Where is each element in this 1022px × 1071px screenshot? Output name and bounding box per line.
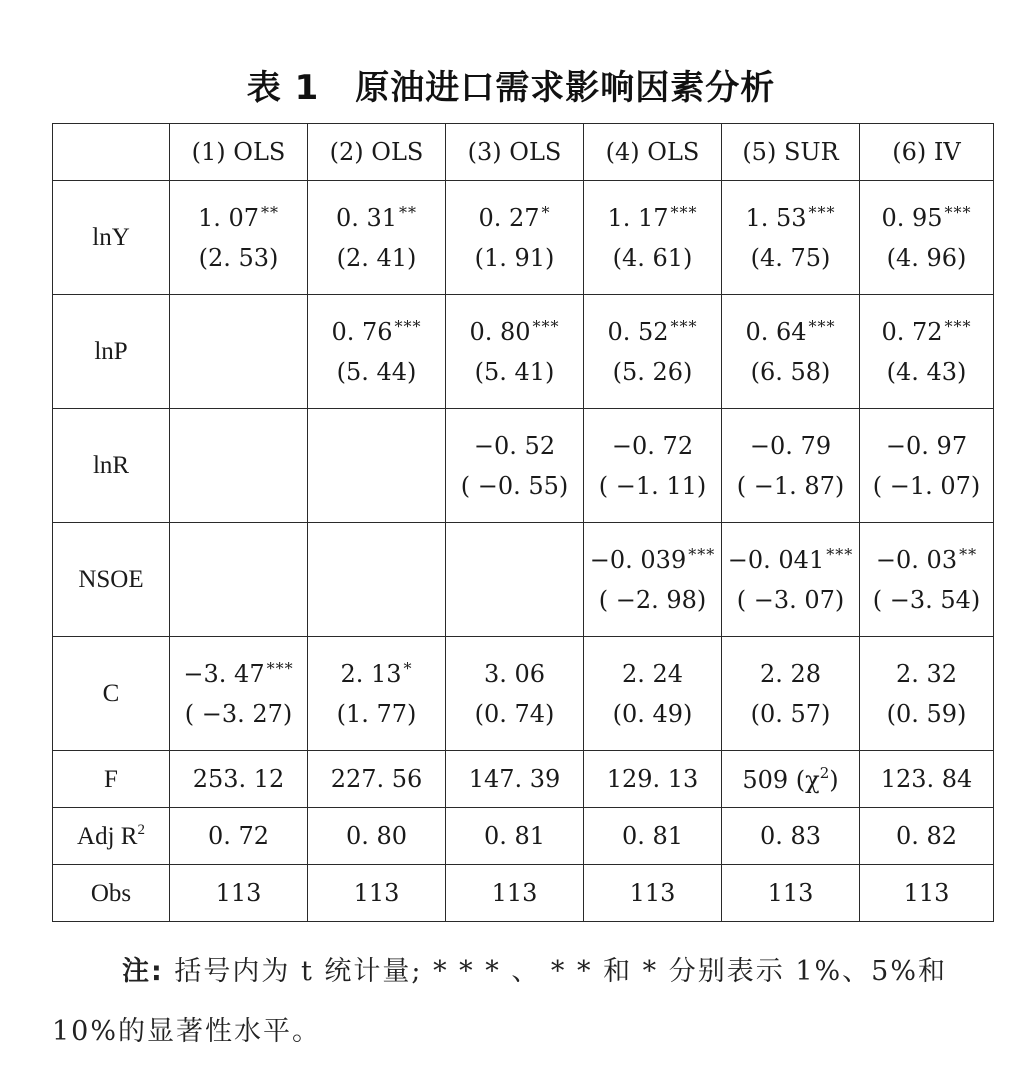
table-row-lnP — [53, 295, 994, 409]
row-label: C — [53, 637, 170, 751]
table-row-lnR — [53, 409, 994, 523]
table-cell — [722, 295, 860, 409]
table-cell: 113 — [446, 865, 584, 922]
t-statistic: (0. 49) — [612, 699, 693, 728]
t-statistic: ( −3. 07) — [736, 586, 845, 614]
table-row-adj-r2 — [53, 808, 994, 865]
table-cell: 0. 72 — [170, 808, 308, 865]
table-cell — [860, 523, 994, 637]
chi-square-superscript: 2 — [819, 764, 830, 782]
significance-stars: *** — [670, 203, 698, 222]
significance-stars: ** — [399, 203, 418, 222]
regression-table — [52, 123, 994, 922]
significance-stars: * — [403, 659, 413, 678]
column-header: (2) OLS — [308, 124, 446, 181]
column-header: (5) SUR — [722, 124, 860, 181]
t-statistic: ( −3. 54) — [872, 586, 981, 614]
row-label-text: Adj R — [77, 823, 138, 850]
table-cell — [722, 409, 860, 523]
row-label: Obs — [53, 865, 170, 922]
column-header: (3) OLS — [446, 124, 584, 181]
significance-stars: *** — [670, 317, 698, 336]
table-cell — [722, 523, 860, 637]
table-cell: 113 — [584, 865, 722, 922]
table-cell — [860, 181, 994, 295]
table-cell — [584, 181, 722, 295]
coefficient: 2. 32 — [895, 659, 958, 688]
table-cell: 0. 81 — [584, 808, 722, 865]
table-cell: 0. 80 — [308, 808, 446, 865]
t-statistic: (5. 41) — [474, 358, 555, 386]
row-label: F — [53, 751, 170, 808]
coefficient: 3. 06 — [483, 659, 546, 688]
table-cell: 147. 39 — [446, 751, 584, 808]
t-statistic: ( −1. 87) — [736, 471, 845, 500]
table-cell — [584, 523, 722, 637]
significance-stars: *** — [826, 545, 854, 564]
f-value-chi: 509 (χ — [742, 766, 820, 794]
table-cell — [446, 181, 584, 295]
table-cell: 0. 82 — [860, 808, 994, 865]
table-cell — [308, 181, 446, 295]
table-row-obs — [53, 865, 994, 922]
coefficient: −0. 03 — [875, 546, 958, 574]
coefficient: 0. 72 — [881, 318, 943, 346]
coefficient: 1. 07 — [197, 204, 260, 232]
table-cell — [170, 181, 308, 295]
t-statistic: (0. 74) — [474, 699, 555, 728]
coefficient: −0. 52 — [473, 431, 556, 460]
t-statistic: ( −1. 11) — [598, 471, 707, 500]
significance-stars: *** — [688, 545, 716, 564]
table-cell — [446, 409, 584, 523]
row-label — [53, 808, 170, 865]
table-cell — [308, 295, 446, 409]
table-cell: 253. 12 — [170, 751, 308, 808]
note-text: 括号内为 t 统计量; * * * 、 * * 和 * 分别表示 1%、5%和 10%的显著性水平。 — [52, 956, 947, 1047]
column-header: (4) OLS — [584, 124, 722, 181]
table-cell — [722, 637, 860, 751]
t-statistic: (0. 57) — [750, 699, 831, 728]
table-cell — [860, 295, 994, 409]
t-statistic: (6. 58) — [750, 358, 831, 386]
coefficient: 0. 76 — [331, 318, 393, 346]
table-cell — [170, 523, 308, 637]
table-cell — [722, 181, 860, 295]
significance-stars: *** — [394, 317, 422, 336]
table-cell — [584, 637, 722, 751]
table-title — [0, 60, 1022, 109]
table-cell — [722, 751, 860, 808]
row-label: lnP — [53, 295, 170, 409]
column-header: (6) IV — [860, 124, 994, 181]
coefficient: 0. 64 — [745, 318, 807, 346]
r-squared-superscript: 2 — [137, 822, 145, 838]
chi-close-paren: ) — [829, 766, 839, 794]
t-statistic: ( −3. 27) — [184, 700, 293, 728]
significance-stars: *** — [808, 203, 836, 222]
significance-stars: *** — [808, 317, 836, 336]
t-statistic: ( −0. 55) — [460, 471, 569, 500]
table-cell — [308, 637, 446, 751]
table-note — [52, 942, 997, 1062]
table-row-C — [53, 637, 994, 751]
table-cell: 113 — [860, 865, 994, 922]
t-statistic: (4. 61) — [612, 244, 693, 272]
table-cell: 123. 84 — [860, 751, 994, 808]
t-statistic: (4. 75) — [750, 244, 831, 272]
significance-stars: *** — [944, 317, 972, 336]
significance-stars: *** — [532, 317, 560, 336]
coefficient: 0. 52 — [607, 318, 669, 346]
significance-stars: ** — [261, 203, 280, 222]
table-cell — [170, 637, 308, 751]
coefficient: 0. 31 — [335, 204, 398, 232]
t-statistic: (5. 26) — [612, 358, 693, 386]
table-cell: 113 — [308, 865, 446, 922]
coefficient: −0. 79 — [749, 431, 832, 460]
significance-stars: *** — [266, 659, 294, 678]
table-cell: 113 — [722, 865, 860, 922]
table-cell: 129. 13 — [584, 751, 722, 808]
coefficient: 2. 28 — [759, 659, 822, 688]
coefficient: 1. 53 — [745, 204, 807, 232]
table-row-lnY — [53, 181, 994, 295]
table-cell — [446, 295, 584, 409]
row-label: lnY — [53, 181, 170, 295]
t-statistic: ( −1. 07) — [872, 471, 981, 500]
coefficient: −0. 041 — [727, 546, 825, 574]
t-statistic: ( −2. 98) — [598, 586, 707, 614]
table-cell — [860, 637, 994, 751]
coefficient: 0. 95 — [881, 204, 943, 232]
t-statistic: (2. 41) — [336, 244, 417, 272]
table-number: 表 1 — [246, 68, 320, 108]
coefficient: −0. 97 — [885, 431, 968, 460]
row-label: NSOE — [53, 523, 170, 637]
t-statistic: (0. 59) — [886, 699, 967, 728]
coefficient: 2. 13 — [340, 660, 402, 688]
table-cell — [584, 295, 722, 409]
table-cell — [860, 409, 994, 523]
column-header: (1) OLS — [170, 124, 308, 181]
t-statistic: (2. 53) — [198, 244, 279, 272]
note-lead: 注: — [122, 956, 164, 987]
header-row — [53, 124, 994, 181]
significance-stars: *** — [944, 203, 972, 222]
table-cell — [446, 523, 584, 637]
table-cell: 0. 81 — [446, 808, 584, 865]
significance-stars: ** — [959, 545, 978, 564]
table-cell — [170, 409, 308, 523]
t-statistic: (4. 43) — [886, 358, 967, 386]
coefficient: −0. 72 — [611, 431, 694, 460]
coefficient: −3. 47 — [183, 660, 265, 688]
coefficient: −0. 039 — [589, 546, 687, 574]
table-row-NSOE — [53, 523, 994, 637]
t-statistic: (1. 91) — [474, 244, 555, 272]
table-cell: 0. 83 — [722, 808, 860, 865]
coefficient: 2. 24 — [621, 659, 684, 688]
significance-stars: * — [541, 203, 551, 222]
table-cell — [170, 295, 308, 409]
table-cell — [308, 523, 446, 637]
coefficient: 0. 27 — [478, 204, 540, 232]
coefficient: 0. 80 — [469, 318, 531, 346]
t-statistic: (5. 44) — [336, 358, 417, 386]
t-statistic: (1. 77) — [336, 700, 417, 728]
table-cell: 227. 56 — [308, 751, 446, 808]
coefficient: 1. 17 — [607, 204, 669, 232]
t-statistic: (4. 96) — [886, 244, 967, 272]
table-cell — [584, 409, 722, 523]
table-cell — [446, 637, 584, 751]
table-cell: 113 — [170, 865, 308, 922]
row-label: lnR — [53, 409, 170, 523]
table-caption: 原油进口需求影响因素分析 — [355, 68, 776, 108]
corner-cell — [53, 124, 170, 181]
table-row-F — [53, 751, 994, 808]
table-cell — [308, 409, 446, 523]
